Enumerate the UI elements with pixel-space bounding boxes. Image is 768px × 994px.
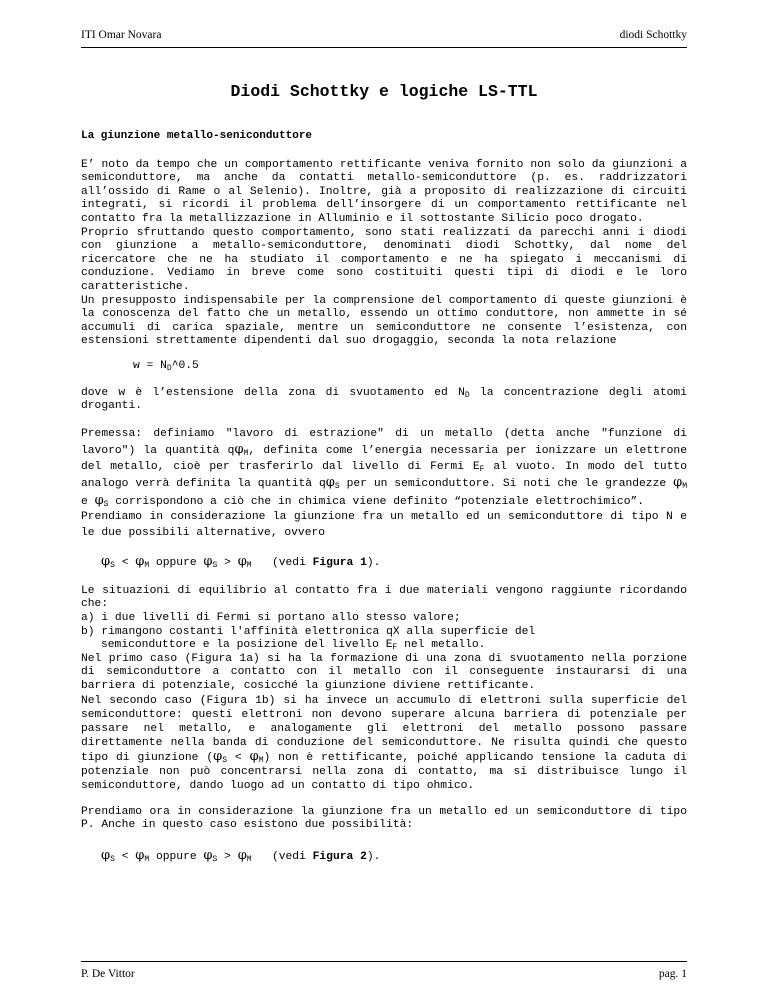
formula: $w = N_D\^{}0.5$ bbox=[133, 359, 199, 373]
page-header bbox=[81, 29, 687, 45]
footer-author: P. De Vittor bbox=[81, 968, 135, 980]
section-title: La giunzione metallo-seniconduttore bbox=[81, 130, 313, 142]
phi-symbol: φ bbox=[673, 475, 683, 491]
document-body bbox=[81, 130, 687, 878]
paragraph-premessa: Premessa: definiamo "lavoro di estrazione" di un metallo (detta anche "funzione di lavoro") la quantità $q\varphi_M$, definita come l’energia necessaria per ionizzare un elettrone del metallo, cioè per trasferirlo dal livello di Fermi $E_F$ al vuoto. In modo del tutto analogo verrà definita la quantità $q\varphi_S$ per un semiconduttore. Si noti che le grandezze $\varphi_M$ e $\varphi_S$ corrispondono a ciò che in chimica viene definito “potenziale elettrochimico”. Prendiamo in considerazione la giunzione fra un metallo ed un semiconduttore di tipo N e le due possibili alternative, ovvero bbox=[81, 427, 687, 539]
paragraph-definition: dove w è l’estensione della zona di svuotamento ed $N_D$ la concentrazione degli atomi droganti. bbox=[81, 386, 687, 413]
footer-divider bbox=[81, 961, 687, 962]
header-left: ITI Omar Novara bbox=[81, 29, 162, 41]
paragraph-intro: E’ noto da tempo che un comportamento rettificante veniva fornito non solo da giunzioni a semiconduttore, ma anche da contatti metallo-semiconduttore (p. es. raddrizzatori all’ossido di Rame o al Selenio). Inoltre, già a proposito di realizzazione di circuiti integrati, si ricordi il problema dell’insorgere di un comportamento rettificante nel contatto fra la metallizzazione in Alluminio e il sottostante Silicio poco drogato. Proprio sfruttando questo comportamento, sono stati realizzati da parecchi anni i diodi con giunzione a metallo-semiconduttore, denominati diodi Schottky, dal nome del ricercatore che ne ha studiato il comportamento e ne ha spiegato i meccanismi di conduzione. Vediamo in breve come sono costituiti questi tipi di diodi e le loro caratteristiche. Un presupposto indispensabile per la comprensione del comportamento di queste giunzioni è la conoscenza del fatto che un metallo, essendo un ottimo conduttore, non ammette in sé accumuli di carica spaziale, mentre un semiconduttore ne consente l’esistenza, con estensioni strettamente dipendenti dal suo drogaggio, seconda la nota relazione bbox=[81, 158, 687, 348]
figure-ref: Figura 1 bbox=[312, 557, 367, 570]
list-item: b) rimangono costanti l'affinità elettronica qX alla superficie del bbox=[81, 625, 536, 638]
paragraph-p-type: Prendiamo ora in considerazione la giunzione fra un metallo ed un semiconduttore di tipo P. Anche in questo caso esistono due possibilità: bbox=[81, 805, 687, 832]
condition-n-type: $\varphi_S < \varphi_M$ oppure $\varphi_S > \varphi_M$ (vedi Figura 1). bbox=[101, 554, 381, 571]
page-footer bbox=[81, 968, 687, 984]
header-right: diodi Schottky bbox=[619, 29, 687, 41]
paragraph-case2: Nel secondo caso (Figura 1b) si ha invece un accumulo di elettroni sulla superficie del semiconduttore: questi elettroni non devono superare alcuna barriera di potenziale per passare nel metallo, e analogamente gli elettroni del metallo possono passare direttamente nella banda di conduzione del semiconduttore. Ne risulta quindi che questo tipo di giunzione $(\varphi_S < \varphi_M)$ non è rettificante, poiché applicando tensione la caduta di potenziale non può concentrarsi nella zona di contatto, ma si distribuisce lungo il semiconduttore, dando luogo ad un contatto di tipo ohmico. bbox=[81, 694, 687, 792]
paragraph-case1: Nel primo caso (Figura 1a) si ha la formazione di una zona di svuotamento nella porzione di semiconduttore a contatto con il metallo con il conseguente instaurarsi di una barriera di potenziale, cosicché la giunzione diviene rettificante. bbox=[81, 652, 687, 692]
figure-ref: Figura 2 bbox=[312, 850, 367, 863]
phi-symbol: φ bbox=[234, 442, 244, 458]
page-number: pag. 1 bbox=[658, 968, 687, 980]
phi-symbol: φ bbox=[325, 475, 335, 491]
paragraph-equilibrium: Le situazioni di equilibrio al contatto fra i due materiali vengono raggiunte ricordando che: bbox=[81, 584, 687, 611]
condition-p-type: $\varphi_S < \varphi_M$ oppure $\varphi_S > \varphi_M$ (vedi Figura 2). bbox=[101, 847, 381, 864]
list-item: semiconduttore e la posizione del livello $E_F$ nel metallo. bbox=[101, 639, 486, 653]
list-item: a) i due livelli di Fermi si portano allo stesso valore; bbox=[81, 611, 461, 624]
page-title: Diodi Schottky e logiche LS-TTL bbox=[230, 82, 538, 101]
phi-symbol: φ bbox=[94, 492, 104, 508]
header-divider bbox=[81, 47, 687, 48]
